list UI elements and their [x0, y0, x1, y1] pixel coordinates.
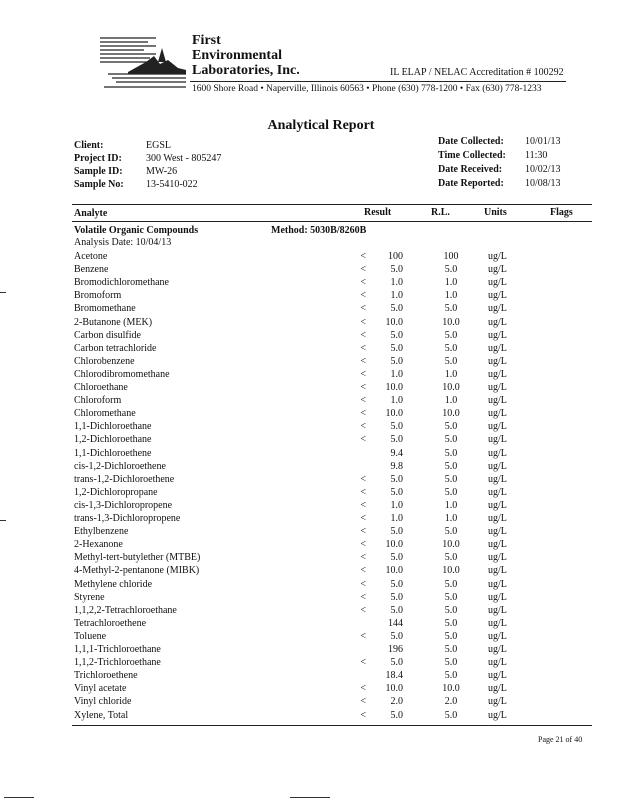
rl-cell: 5.0 — [444, 264, 458, 276]
table-bottom-rule — [72, 725, 592, 726]
table-row — [0, 564, 642, 577]
project-label: Project ID: — [74, 153, 122, 164]
analyte-cell: Chloroethane — [74, 382, 128, 393]
analyte-cell: 2-Butanone (MEK) — [74, 316, 153, 328]
table-row — [0, 617, 642, 630]
qualifier-cell: < — [360, 552, 366, 564]
result-cell: 5.0 — [390, 604, 403, 616]
result-cell: 5.0 — [390, 526, 403, 538]
qualifier-cell: < — [360, 382, 366, 393]
analyte-cell: Bromodichloromethane — [74, 277, 169, 289]
analyte-cell: Bromomethane — [74, 303, 136, 315]
table-row — [0, 656, 642, 669]
table-row — [0, 630, 642, 643]
result-cell: 5.0 — [390, 434, 403, 446]
rl-cell: 5.0 — [444, 421, 458, 433]
rl-cell: 5.0 — [444, 657, 458, 669]
project-value: 300 West - 805247 — [146, 153, 222, 164]
result-cell: 1.0 — [390, 499, 403, 511]
unit-cell: ug/L — [488, 264, 507, 276]
unit-cell: ug/L — [488, 434, 507, 446]
result-cell: 5.0 — [390, 591, 403, 603]
lab-name-line3: Laboratories, Inc. — [192, 63, 300, 78]
table-row — [0, 709, 642, 722]
qualifier-cell: < — [360, 421, 366, 433]
analyte-cell: Vinyl acetate — [74, 683, 127, 695]
analyte-cell: Toluene — [74, 630, 107, 642]
sample-id-value: MW-26 — [146, 166, 178, 177]
client-label: Client: — [74, 140, 104, 151]
qualifier-cell: < — [360, 486, 366, 498]
unit-cell: ug/L — [488, 382, 507, 393]
analyte-cell: trans-1,3-Dichloropropene — [74, 513, 181, 524]
rl-cell: 5.0 — [444, 434, 458, 446]
result-cell: 196 — [388, 644, 403, 655]
scan-mark — [0, 520, 6, 521]
rl-cell: 10.0 — [442, 408, 460, 420]
qualifier-cell: < — [360, 539, 366, 551]
analyte-cell: Tetrachloroethene — [74, 617, 147, 629]
analyte-cell: Methylene chloride — [74, 578, 153, 590]
result-cell: 5.0 — [390, 486, 403, 498]
result-cell: 5.0 — [390, 264, 403, 276]
rl-cell: 5.0 — [444, 709, 458, 721]
table-row — [0, 669, 642, 682]
rl-cell: 100 — [443, 251, 459, 262]
table-row — [0, 538, 642, 551]
analyte-cell: Ethylbenzene — [74, 526, 129, 538]
table-row — [0, 447, 642, 460]
lab-logo-graphic — [98, 34, 190, 94]
lab-name-line2: Environmental — [192, 48, 282, 63]
rl-cell: 5.0 — [444, 473, 458, 485]
time-collected-label: Time Collected: — [438, 150, 506, 161]
client-value: EGSL — [146, 140, 171, 151]
table-row — [0, 486, 642, 499]
unit-cell: ug/L — [488, 290, 507, 302]
qualifier-cell: < — [360, 355, 366, 367]
table-row — [0, 643, 642, 656]
col-analyte: Analyte — [74, 208, 108, 219]
result-cell: 1.0 — [390, 290, 403, 302]
unit-cell: ug/L — [488, 630, 507, 642]
result-cell: 10.0 — [385, 565, 403, 577]
table-row — [0, 407, 642, 420]
table-row — [0, 381, 642, 394]
analyte-cell: Chloroform — [74, 395, 122, 407]
analyte-cell: Chloromethane — [74, 408, 136, 420]
table-row — [0, 525, 642, 538]
rl-cell: 1.0 — [444, 395, 458, 407]
table-row — [0, 695, 642, 708]
rl-cell: 10.0 — [442, 382, 460, 393]
qualifier-cell: < — [360, 264, 366, 276]
unit-cell: ug/L — [488, 657, 507, 669]
result-cell: 1.0 — [390, 395, 403, 407]
table-row — [0, 578, 642, 591]
result-cell: 10.0 — [385, 539, 403, 551]
rl-cell: 5.0 — [444, 447, 458, 459]
result-cell: 18.4 — [385, 670, 403, 682]
lab-name — [192, 33, 300, 78]
qualifier-cell: < — [360, 604, 366, 616]
lab-name-line1: First — [192, 33, 221, 48]
table-row — [0, 263, 642, 276]
analyte-cell: Trichloroethene — [74, 670, 138, 682]
result-cell: 1.0 — [390, 513, 403, 524]
date-reported-label: Date Reported: — [438, 178, 504, 189]
analyte-cell: 1,2-Dichloroethane — [74, 434, 152, 446]
qualifier-cell: < — [360, 290, 366, 302]
rl-cell: 10.0 — [442, 683, 460, 695]
analyte-cell: trans-1,2-Dichloroethene — [74, 473, 175, 485]
table-top-rule — [72, 204, 592, 205]
section-name: Volatile Organic Compounds — [74, 225, 199, 236]
date-collected-label: Date Collected: — [438, 136, 504, 147]
date-reported-value: 10/08/13 — [525, 178, 561, 189]
analyte-cell: 1,1,1-Trichloroethane — [74, 644, 161, 655]
unit-cell: ug/L — [488, 355, 507, 367]
unit-cell: ug/L — [488, 342, 507, 354]
lab-address: 1600 Shore Road • Naperville, Illinois 60563 • Phone (630) 778-1200 • Fax (630) 778-1233 — [192, 84, 542, 94]
unit-cell: ug/L — [488, 486, 507, 498]
qualifier-cell: < — [360, 277, 366, 289]
rl-cell: 1.0 — [444, 277, 458, 289]
qualifier-cell: < — [360, 696, 366, 708]
qualifier-cell: < — [360, 303, 366, 315]
result-cell: 5.0 — [390, 657, 403, 669]
analyte-cell: 1,1-Dichloroethane — [74, 421, 152, 433]
table-row — [0, 473, 642, 486]
qualifier-cell: < — [360, 578, 366, 590]
page-number: Page 21 of 40 — [538, 735, 583, 744]
result-cell: 100 — [388, 251, 403, 262]
table-row — [0, 368, 642, 381]
rl-cell: 5.0 — [444, 303, 458, 315]
analysis-date: Analysis Date: 10/04/13 — [74, 237, 172, 248]
analyte-cell: 1,1,2,2-Tetrachloroethane — [74, 604, 177, 616]
unit-cell: ug/L — [488, 552, 507, 564]
result-cell: 10.0 — [385, 683, 403, 695]
rl-cell: 5.0 — [444, 342, 458, 354]
result-cell: 10.0 — [385, 382, 403, 393]
result-cell: 1.0 — [390, 277, 403, 289]
unit-cell: ug/L — [488, 696, 507, 708]
qualifier-cell: < — [360, 683, 366, 695]
col-flags: Flags — [550, 207, 573, 218]
analyte-cell: cis-1,2-Dichloroethene — [74, 460, 166, 472]
analyte-cell: cis-1,3-Dichloropropene — [74, 499, 173, 511]
col-rl: R.L. — [431, 207, 450, 218]
table-row — [0, 250, 642, 263]
analyte-cell: Bromoform — [74, 290, 122, 302]
result-cell: 5.0 — [390, 421, 403, 433]
unit-cell: ug/L — [488, 591, 507, 603]
result-cell: 10.0 — [385, 408, 403, 420]
table-row — [0, 420, 642, 433]
rl-cell: 5.0 — [444, 644, 458, 655]
unit-cell: ug/L — [488, 617, 507, 629]
analyte-cell: Carbon disulfide — [74, 329, 141, 341]
section-method: Method: 5030B/8260B — [271, 225, 367, 236]
rl-cell: 10.0 — [442, 565, 460, 577]
unit-cell: ug/L — [488, 447, 507, 459]
table-row — [0, 460, 642, 473]
table-header-rule — [72, 221, 592, 222]
qualifier-cell: < — [360, 329, 366, 341]
result-cell: 5.0 — [390, 709, 403, 721]
sample-no-value: 13-5410-022 — [146, 179, 198, 190]
rl-cell: 10.0 — [442, 316, 460, 328]
result-cell: 5.0 — [390, 578, 403, 590]
qualifier-cell: < — [360, 499, 366, 511]
address-rule — [190, 81, 566, 82]
date-received-label: Date Received: — [438, 164, 503, 175]
qualifier-cell: < — [360, 408, 366, 420]
rl-cell: 5.0 — [444, 329, 458, 341]
col-units: Units — [484, 207, 507, 218]
unit-cell: ug/L — [488, 277, 507, 289]
unit-cell: ug/L — [488, 578, 507, 590]
result-cell: 10.0 — [385, 316, 403, 328]
unit-cell: ug/L — [488, 526, 507, 538]
qualifier-cell: < — [360, 395, 366, 407]
rl-cell: 1.0 — [444, 290, 458, 302]
date-collected-value: 10/01/13 — [525, 136, 561, 147]
analyte-cell: Acetone — [74, 251, 108, 262]
sample-id-label: Sample ID: — [74, 166, 123, 177]
qualifier-cell: < — [360, 630, 366, 642]
unit-cell: ug/L — [488, 473, 507, 485]
rl-cell: 1.0 — [444, 368, 458, 380]
rl-cell: 5.0 — [444, 552, 458, 564]
table-row — [0, 682, 642, 695]
rl-cell: 1.0 — [444, 513, 458, 524]
unit-cell: ug/L — [488, 303, 507, 315]
qualifier-cell: < — [360, 434, 366, 446]
rl-cell: 5.0 — [444, 526, 458, 538]
date-received-value: 10/02/13 — [525, 164, 561, 175]
unit-cell: ug/L — [488, 316, 507, 328]
rl-cell: 5.0 — [444, 630, 458, 642]
result-cell: 5.0 — [390, 473, 403, 485]
table-row — [0, 604, 642, 617]
unit-cell: ug/L — [488, 604, 507, 616]
unit-cell: ug/L — [488, 565, 507, 577]
table-row — [0, 499, 642, 512]
qualifier-cell: < — [360, 591, 366, 603]
unit-cell: ug/L — [488, 709, 507, 721]
unit-cell: ug/L — [488, 683, 507, 695]
unit-cell: ug/L — [488, 329, 507, 341]
rl-cell: 5.0 — [444, 486, 458, 498]
table-row — [0, 289, 642, 302]
result-cell: 5.0 — [390, 630, 403, 642]
qualifier-cell: < — [360, 709, 366, 721]
rl-cell: 5.0 — [444, 591, 458, 603]
table-row — [0, 512, 642, 525]
unit-cell: ug/L — [488, 644, 507, 655]
unit-cell: ug/L — [488, 460, 507, 472]
analyte-cell: 2-Hexanone — [74, 539, 123, 551]
analyte-cell: 1,2-Dichloropropane — [74, 486, 158, 498]
unit-cell: ug/L — [488, 499, 507, 511]
analyte-cell: Methyl-tert-butylether (MTBE) — [74, 552, 201, 564]
lab-logo — [98, 34, 190, 94]
table-row — [0, 355, 642, 368]
table-row — [0, 276, 642, 289]
rl-cell: 10.0 — [442, 539, 460, 551]
qualifier-cell: < — [360, 657, 366, 669]
analyte-cell: 1,1,2-Trichloroethane — [74, 657, 161, 669]
unit-cell: ug/L — [488, 539, 507, 551]
qualifier-cell: < — [360, 368, 366, 380]
qualifier-cell: < — [360, 526, 366, 538]
analyte-cell: Vinyl chloride — [74, 696, 132, 708]
unit-cell: ug/L — [488, 251, 507, 262]
result-cell: 1.0 — [390, 368, 403, 380]
unit-cell: ug/L — [488, 395, 507, 407]
rl-cell: 5.0 — [444, 670, 458, 682]
table-row — [0, 316, 642, 329]
qualifier-cell: < — [360, 513, 366, 524]
analyte-cell: Carbon tetrachloride — [74, 342, 157, 354]
col-result: Result — [364, 207, 392, 218]
rl-cell: 2.0 — [444, 696, 458, 708]
result-cell: 5.0 — [390, 303, 403, 315]
rl-cell: 5.0 — [444, 604, 458, 616]
analyte-cell: Styrene — [74, 591, 105, 603]
accreditation: IL ELAP / NELAC Accreditation # 100292 — [390, 67, 564, 78]
result-cell: 5.0 — [390, 355, 403, 367]
result-cell: 5.0 — [390, 342, 403, 354]
result-cell: 9.8 — [390, 460, 403, 472]
analyte-cell: Chlorodibromomethane — [74, 368, 170, 380]
table-row — [0, 394, 642, 407]
table-row — [0, 302, 642, 315]
time-collected-value: 11:30 — [525, 150, 548, 161]
table-row — [0, 591, 642, 604]
unit-cell: ug/L — [488, 368, 507, 380]
scan-mark — [4, 797, 34, 798]
result-cell: 5.0 — [390, 552, 403, 564]
result-cell: 144 — [388, 617, 403, 629]
analyte-cell: Benzene — [74, 264, 109, 276]
result-cell: 5.0 — [390, 329, 403, 341]
unit-cell: ug/L — [488, 513, 507, 524]
result-cell: 2.0 — [390, 696, 403, 708]
table-row — [0, 551, 642, 564]
qualifier-cell: < — [360, 473, 366, 485]
table-row — [0, 433, 642, 446]
report-title: Analytical Report — [267, 118, 375, 133]
sample-no-label: Sample No: — [74, 179, 124, 190]
scan-mark — [0, 292, 6, 293]
rl-cell: 1.0 — [444, 499, 458, 511]
scan-mark — [290, 797, 330, 798]
analyte-cell: 1,1-Dichloroethene — [74, 447, 152, 459]
analyte-cell: 4-Methyl-2-pentanone (MIBK) — [74, 565, 200, 577]
unit-cell: ug/L — [488, 670, 507, 682]
table-row — [0, 329, 642, 342]
qualifier-cell: < — [360, 342, 366, 354]
unit-cell: ug/L — [488, 421, 507, 433]
rl-cell: 5.0 — [444, 460, 458, 472]
analyte-cell: Xylene, Total — [74, 709, 129, 721]
qualifier-cell: < — [360, 316, 366, 328]
analyte-cell: Chlorobenzene — [74, 355, 135, 367]
rl-cell: 5.0 — [444, 617, 458, 629]
rl-cell: 5.0 — [444, 578, 458, 590]
qualifier-cell: < — [360, 251, 366, 262]
table-row — [0, 342, 642, 355]
result-cell: 9.4 — [390, 447, 403, 459]
qualifier-cell: < — [360, 565, 366, 577]
unit-cell: ug/L — [488, 408, 507, 420]
rl-cell: 5.0 — [444, 355, 458, 367]
